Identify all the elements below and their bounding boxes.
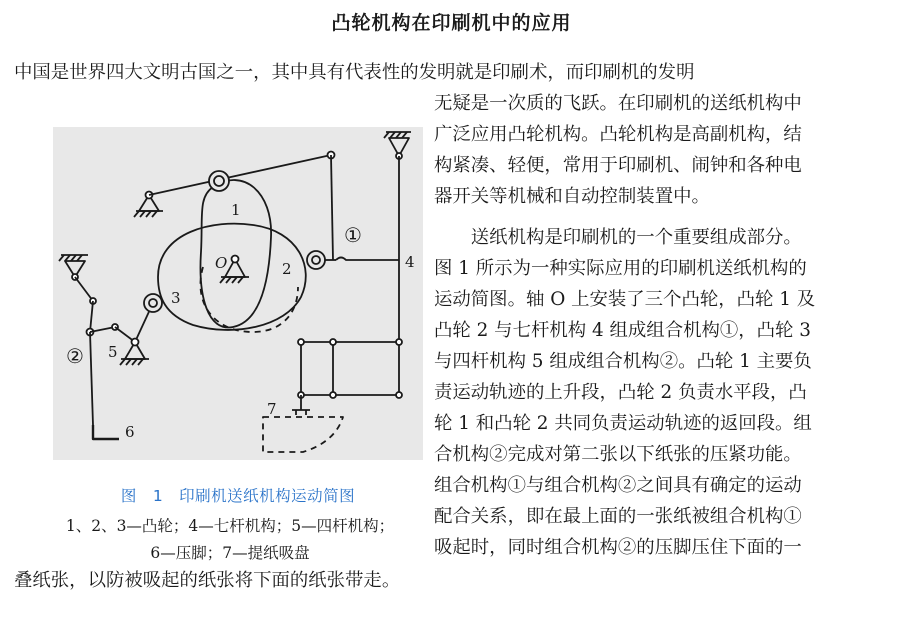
mechanism-diagram-svg: [53, 127, 423, 460]
mechanism-diagram: [53, 127, 423, 460]
paragraph-line-1: 中国是世界四大文明古国之一，其中具有代表性的发明就是印刷术，而印刷机的发明: [14, 62, 695, 83]
paragraph-line-4: 构紧凑、轻便，常用于印刷机、闹钟和各种电: [434, 155, 802, 176]
paragraph-line-2: 无疑是一次质的飞跃。在印刷机的送纸机构中: [434, 93, 802, 114]
paragraph-line-11: 责运动轨迹的上升段，凸轮 2 负责水平段，凸: [434, 382, 807, 403]
paragraph-line-5: 器开关等机械和自动控制装置中。: [434, 186, 710, 207]
paragraph-line-8: 运动简图。轴 O 上安装了三个凸轮，凸轮 1 及: [434, 289, 816, 310]
paragraph-line-7: 图 1 所示为一种实际应用的印刷机送纸机构的: [434, 258, 807, 279]
label-linkage5: 5: [108, 343, 118, 361]
paragraph-line-10: 与四杆机构 5 组成组合机构②。凸轮 1 主要负: [434, 351, 812, 372]
figure-caption-line-1: 1、2、3—凸轮；4—七杆机构；5—四杆机构；: [65, 517, 395, 535]
label-suction7: 7: [267, 400, 277, 418]
figure-caption-line-2: 6—压脚；7—提纸吸盘: [150, 544, 310, 562]
label-shaft-o: O: [215, 254, 228, 272]
paragraph-line-17: 叠纸张，以防被吸起的纸张将下面的纸张带走。: [14, 570, 401, 591]
paragraph-line-16: 吸起时，同时组合机构②的压脚压住下面的一: [434, 537, 802, 558]
label-cam1: 1: [231, 201, 241, 219]
article-title: 凸轮机构在印刷机中的应用: [331, 12, 572, 34]
label-assembly-1: ①: [344, 223, 362, 247]
label-assembly-2: ②: [66, 344, 84, 368]
paragraph-line-9: 凸轮 2 与七杆机构 4 组成组合机构①，凸轮 3: [434, 320, 811, 341]
fixed-pivot-top-right: [384, 132, 411, 159]
label-cam3: 3: [171, 289, 181, 307]
label-cam2: 2: [282, 260, 292, 278]
figure-caption-title: 图 1 印刷机送纸机构运动简图: [120, 487, 356, 505]
fixed-pivot-left: [59, 255, 88, 280]
paragraph-line-3: 广泛应用凸轮机构。凸轮机构是高副机构，结: [434, 124, 802, 145]
paragraph-line-14: 组合机构①与组合机构②之间具有确定的运动: [434, 475, 802, 496]
paragraph-line-12: 轮 1 和凸轮 2 共同负责运动轨迹的返回段。组: [434, 413, 812, 434]
label-presser6: 6: [125, 423, 135, 441]
paragraph-line-15: 配合关系，即在最上面的一张纸被组合机构①: [434, 506, 802, 527]
fixed-pivot-a: [134, 192, 163, 218]
label-linkage4: 4: [405, 253, 415, 271]
paragraph-line-6: 送纸机构是印刷机的一个重要组成部分。: [434, 227, 802, 248]
paragraph-line-13: 合机构②完成对第二张以下纸张的压紧功能。: [434, 444, 802, 465]
fixed-pivot-5: [120, 339, 149, 366]
